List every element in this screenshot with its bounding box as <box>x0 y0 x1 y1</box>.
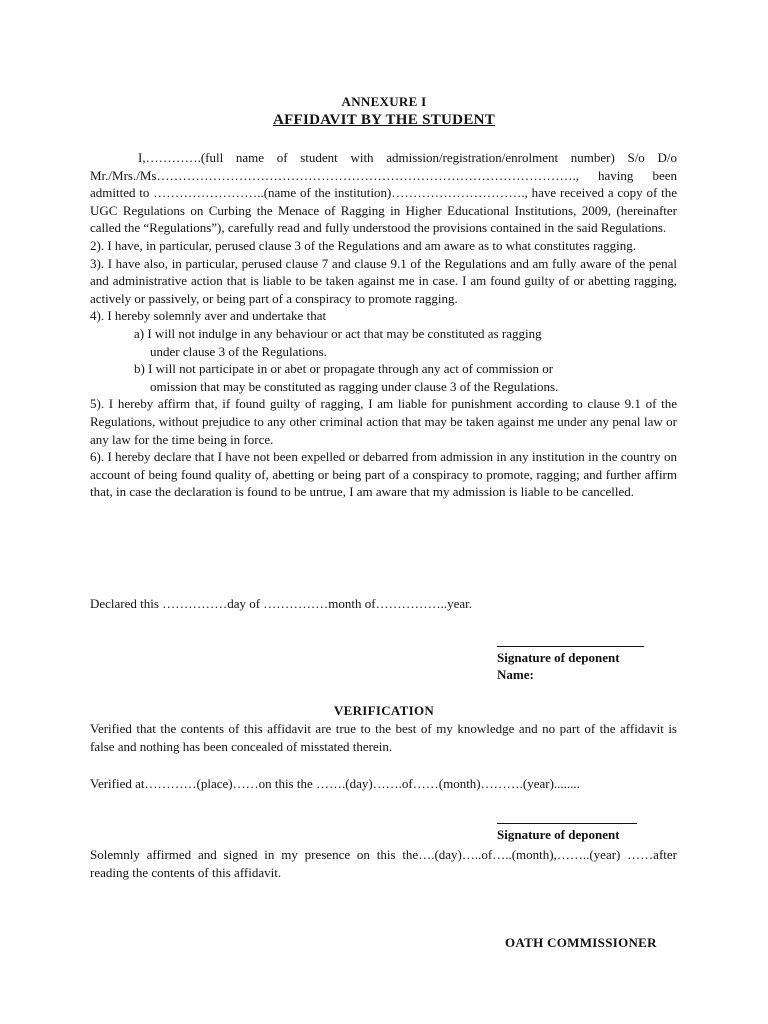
verification-heading: VERIFICATION <box>333 703 435 718</box>
undertaking-b-line-1: b) I will not participate in or abet or propagate through any act of commission or <box>134 361 554 377</box>
paragraph-1: I,………….(full name of student with admission/registration/enrolment number) S/o D/o Mr./Mrs./Ms……………………………………………………………………………………., having been admitted to ……………………..(name of the institution)…………………………., have received a copy of the UGC Regulations on Curbing the Menace of Ragging in Higher Educational Institutions, 2009, (hereinafter called the “Regulations”), carefully read and fully understood the provisions contained in the said Regulations. <box>90 150 677 236</box>
signature-line-1 <box>497 646 644 647</box>
signature-line-2 <box>497 823 637 824</box>
undertaking-a <box>90 325 677 360</box>
deponent-name-label: Name: <box>497 667 534 682</box>
paragraph-3: 3). I have also, in particular, perused clause 7 and clause 9.1 of the Regulations and am fully aware of the penal and administrative action that is liable to be taken against me in case. I am found guilty of or abetting ragging, actively or passively, or being part of a conspiracy to promote ragging. <box>90 255 677 306</box>
paragraph-4: 4). I hereby solemnly aver and undertake that <box>90 308 327 324</box>
document-title: AFFIDAVIT BY THE STUDENT <box>272 112 496 128</box>
undertaking-b-line-2: omission that may be constituted as ragging under clause 3 of the Regulations. <box>150 378 559 394</box>
oath-commissioner-label: OATH COMMISSIONER <box>505 935 657 950</box>
paragraph-6: 6). I hereby declare that I have not been expelled or debarred from admission in any institution in the country on account of being found quality of, abetting or being part of a conspiracy to promote, ragging; and further affirm that, in case the declaration is found to be untrue, I am aware that my admission is liable to be cancelled. <box>90 449 677 500</box>
verification-signature-label: Signature of deponent <box>497 827 620 842</box>
undertaking-b <box>90 360 677 395</box>
undertaking-a-line-1: a) I will not indulge in any behaviour or act that may be constituted as ragging <box>134 325 542 341</box>
signature-deponent-label: Signature of deponent <box>497 650 620 665</box>
undertaking-a-line-2: under clause 3 of the Regulations. <box>150 343 327 359</box>
affidavit-body <box>90 149 677 501</box>
verification-text: Verified that the contents of this affidavit are true to the best of my knowledge and no part of the affidavit is false and nothing has been concealed of misstated therein. <box>90 721 677 754</box>
verified-at-line: Verified at…………(place)……on this the …….(day)…….of……(month)……….(year)........ <box>90 776 580 791</box>
affirmation-text: Solemnly affirmed and signed in my presence on this the….(day)…..of…..(month),……..(year) ……after reading the contents of this affidavit. <box>90 847 677 880</box>
paragraph-2: 2). I have, in particular, perused clause 3 of the Regulations and am aware as to what constitutes ragging. <box>90 237 637 253</box>
paragraph-5: 5). I hereby affirm that, if found guilty of ragging, I am liable for punishment according to clause 9.1 of the Regulations, without prejudice to any other criminal action that may be taken against me under any penal law or any law for the time being in force. <box>90 396 677 447</box>
annexure-heading: ANNEXURE I <box>341 94 427 109</box>
declared-line: Declared this ……………day of ……………month of……………..year. <box>90 596 472 611</box>
